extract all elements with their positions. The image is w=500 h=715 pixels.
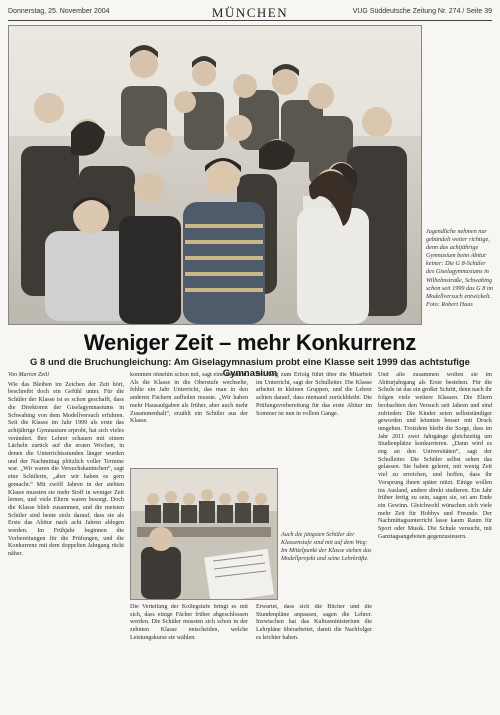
photo-caption: Jugendliche nehmen nur gebündelt weiter richtige, denn das achtjährige Gymnasium beim Abitur keiner: Die G 8-Schüler des Giselagymnasiums in Wilhelmstraße, Schwabing schon seit 1999 das G 8 im Modellversuch entwickelt. Foto: Robert Haas — [426, 228, 494, 308]
classroom-photo-illustration — [131, 469, 277, 599]
article-column-3: Der Weg zum Erfolg führt über die Mitarbeit im Unterricht, sagt der Schulleiter. Die Klasse arbeitet in kleinen Gruppen, und die Lehrer achten darauf, dass niemand zurückbleibt. Die Prüfungsvorbereitung für das erste Abitur im Sommer ist nun in vollem Gange. — [256, 372, 372, 417]
masthead-rule — [8, 20, 492, 21]
masthead — [8, 6, 492, 18]
article-headline: Weniger Zeit – mehr Konkurrenz — [83, 330, 417, 355]
classroom-photo-caption: Auch die jüngsten Schüler der Klassenstufe sind mit auf dem Weg: Im Mittelpunkt der Klasse stehen das Modellprojekt und seine Lehrkräfte. — [281, 532, 372, 562]
group-photo-illustration — [9, 26, 421, 324]
issue-date: Donnerstag, 25. November 2004 — [8, 8, 110, 15]
article-byline: Von Marion Zeill — [8, 372, 50, 378]
section-title: MÜNCHEN — [211, 5, 289, 20]
article-column-6: Erwartet, dass sich die Bücher und die Stundenpläne anpassen, sagen die Lehrer. Inzwischen hat das Kultusministerium die Lehrpläne überarbeitet, damit die Nachfolger es leichter haben. — [256, 604, 372, 641]
article-column-4: Und alle zusammen wollen sie im Abiturjahrgang als Erste bestehen. Für die Schule ist das ein großer Schritt, denn nach ihr folgen viele weitere Klassen. Die Eltern beobachten den Versuch seit Jahren und sind zufrieden: Die Kinder seien selbstständiger geworden und könnten besser mit Druck umgehen. Trotzdem bleibt die Sorge, dass im Jahr 2011 zwei Jahrgänge gleichzeitig um Studienplätze konkurrieren. „Dann wird es eng an den Universitäten“, sagt der Schulleiter. Die Schüler selbst sehen das gelassen. Sie haben gelernt, mit wenig Zeit viel zu erreichen, und hoffen, dass ihr Vorsprung ihnen später nützt. Einige wollen ins Ausland, andere direkt studieren. Ein Jahr früher fertig zu sein, sagen sie, sei am Ende ein Gewinn. Gleichwohl wünschen sich viele mehr Zeit für Hobbys und Freunde. Der Nachmittagsunterricht lasse kaum Raum für Sport oder Musik. Die Schule versucht, mit Ganztagsangeboten gegenzusteuern. — [378, 372, 492, 540]
column-1-text: Wie das Bleiben im Zeichen der Zeit hört, beschreibt doch ein Gefühl unter. Für die Schüler der Klasse ist es schon geschafft, dass die Direktoren der Giselagymnasiums in Schwabing von dem Modellversuch erfuhren. Seit die Klasse im Jahr 1999 als erste das achtjährige Gymnasium erprobt, hat sich vieles verändert. Ihre Lehrer schauen mit einem Lächeln zurück auf die ersten Wochen, in denen die Unterrichtsstunden länger wurden und der Nachmittag plötzlich voller Termine war. „Wir waren die Versuchskaninchen“, sagt eine Schülerin, „aber wir haben es gern gemacht.“ Mit zwölf Jahren in der siebten Klasse mussten sie mehr Stoff in weniger Zeit lernen, und viele Eltern waren besorgt. Doch die Klasse blieb zusammen, und die meisten Schüler sind heute stolz darauf, dass sie als Erste das Abitur nach acht Jahren ablegen werden. Im Frühjahr beginnen die Vorbereitungen für die Prüfungen, und die Konkurrenz mit dem doppelten Jahrgang rückt näher. — [8, 381, 124, 558]
issue-info: VUG Süddeutsche Zeitung Nr. 274 / Seite 39 — [352, 8, 492, 15]
class-group-photo — [8, 25, 422, 325]
article-subheadline: G 8 und die Bruchungleichung: Am Giselagymnasium probt eine Klasse seit 1999 das achtstufige Gymnasium — [30, 357, 470, 379]
article-column-2: kommen ohnehin schon mit, sagt eine Lehrerin. Als die Klasse in die Oberstufe wechselte, fehlte ein Jahr Unterricht, das man in den anderen Fächern aufholen musste. „Wir haben mehr Hausaufgaben als früher, aber auch mehr Zusammenhalt“, erzählt ein Schüler aus der Klasse. — [130, 372, 248, 425]
article-column-5: Die Verteilung der Kollegstufe bringt es mit sich, dass einige Fächer früher abgeschlossen werden. Die Schüler mussten sich schon in der zehnten Klasse entscheiden, welche Leistungskurse sie wählen. — [130, 604, 248, 641]
article-column-1 — [8, 372, 124, 704]
classroom-photo — [130, 468, 278, 600]
